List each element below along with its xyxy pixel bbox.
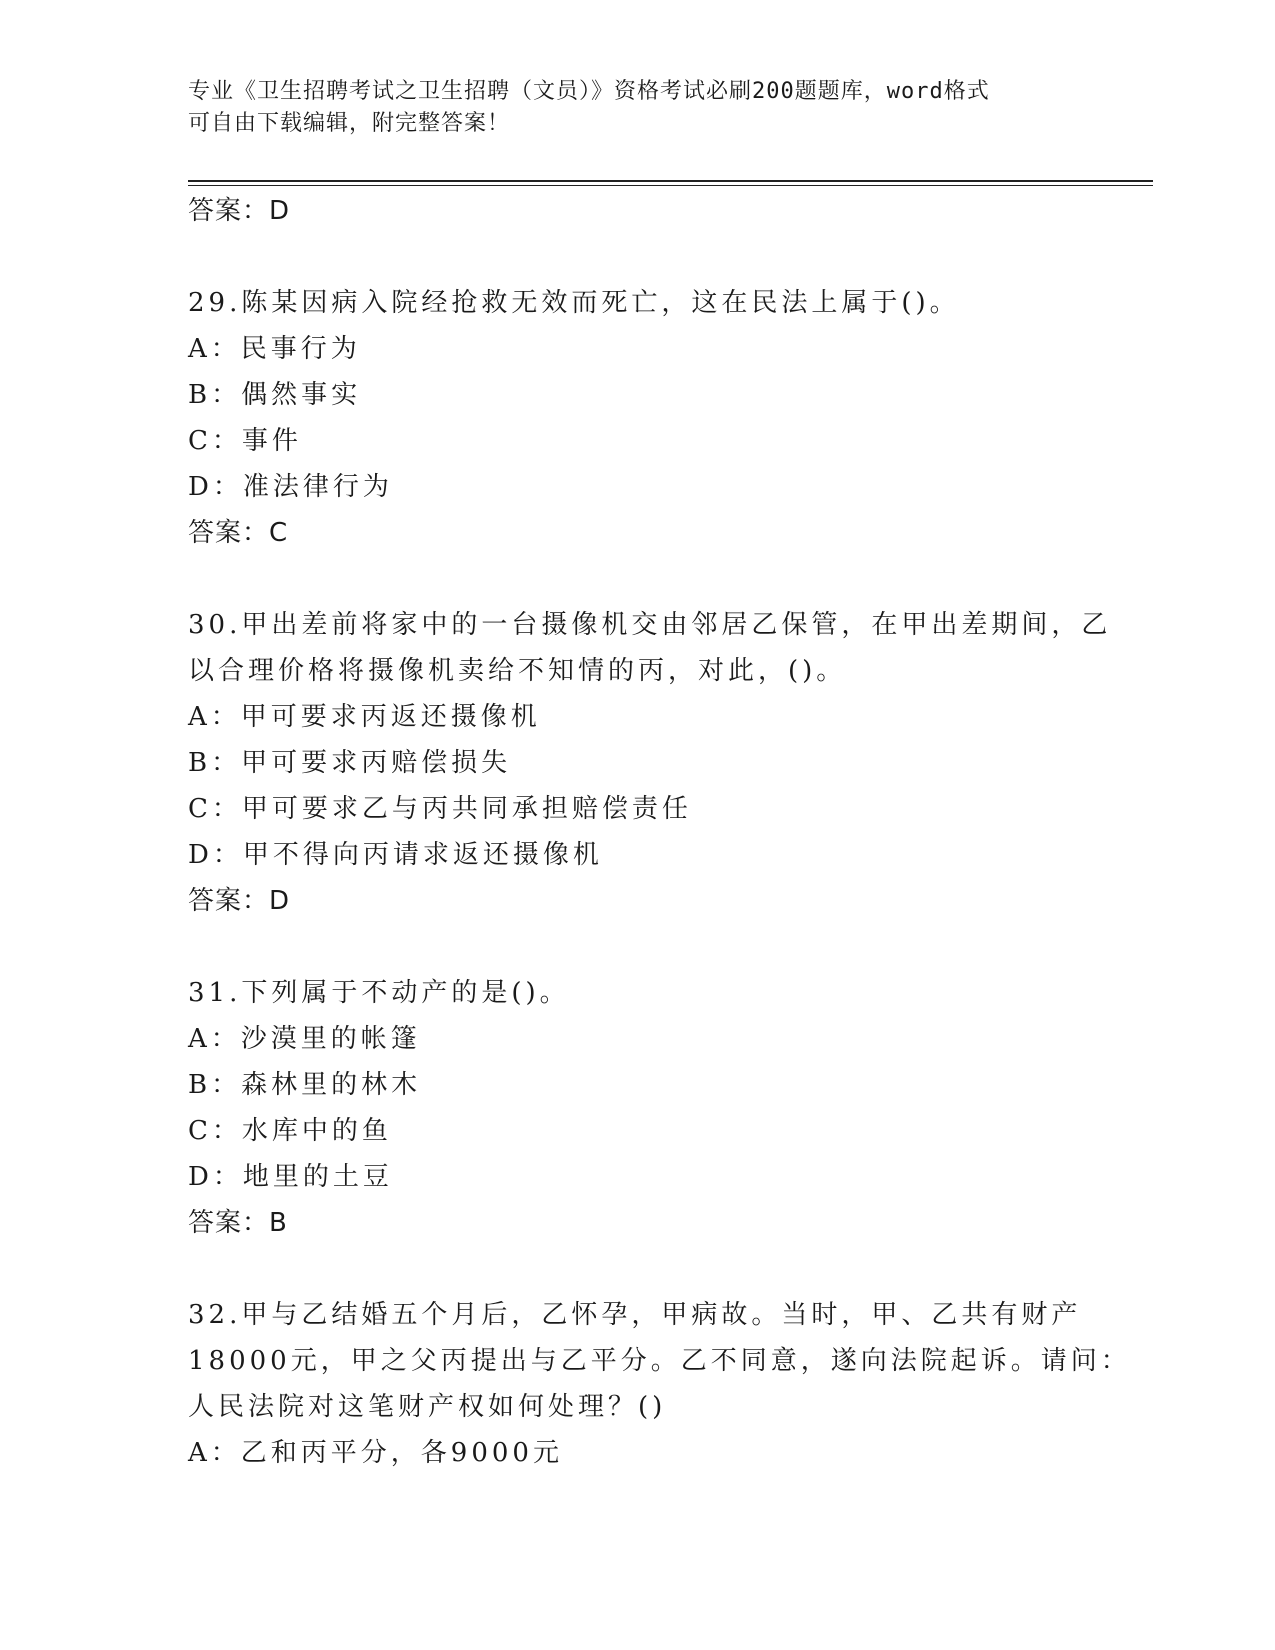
header-line-1: 专业《卫生招聘考试之卫生招聘（文员）》资格考试必刷200题题库，word格式 <box>188 79 990 104</box>
question-stem: 31.下列属于不动产的是()。 <box>188 978 570 1008</box>
question-stem: 30.甲出差前将家中的一台摄像机交由邻居乙保管，在甲出差期间，乙 <box>188 610 1112 640</box>
option-c: C：甲可要求乙与丙共同承担赔偿责任 <box>188 794 692 824</box>
answer-line: 答案：D <box>188 196 291 226</box>
question-gap <box>188 924 1088 970</box>
question-block <box>188 1292 1131 1476</box>
option-a: A：甲可要求丙返还摄像机 <box>188 702 541 732</box>
answer-line: 答案：D <box>188 886 291 916</box>
option-d: D：地里的土豆 <box>188 1162 393 1192</box>
option-d: D：准法律行为 <box>188 472 393 502</box>
header-divider-thin <box>188 185 1153 186</box>
question-stem: 32.甲与乙结婚五个月后，乙怀孕，甲病故。当时，甲、乙共有财产 <box>188 1300 1082 1330</box>
question-gap <box>188 234 1088 280</box>
answer-line: 答案：B <box>188 1208 288 1238</box>
answer-line: 答案：C <box>188 518 289 548</box>
document-header <box>188 76 1088 140</box>
option-b: B：森林里的林木 <box>188 1070 422 1100</box>
option-a: A：民事行为 <box>188 334 361 364</box>
option-a: A：沙漠里的帐篷 <box>188 1024 421 1054</box>
header-divider-thick <box>188 180 1153 182</box>
option-a: A：乙和丙平分，各9000元 <box>188 1438 563 1468</box>
question-block <box>188 602 1112 924</box>
option-d: D：甲不得向丙请求返还摄像机 <box>188 840 603 870</box>
option-c: C：水库中的鱼 <box>188 1116 392 1146</box>
option-b: B：甲可要求丙赔偿损失 <box>188 748 512 778</box>
option-c: C：事件 <box>188 426 302 456</box>
option-b: B：偶然事实 <box>188 380 362 410</box>
question-stem-continued: 18000元，甲之父丙提出与乙平分。乙不同意，遂向法院起诉。请问： <box>188 1346 1131 1376</box>
question-list <box>188 188 1131 1476</box>
header-line-2: 可自由下载编辑，附完整答案！ <box>188 111 511 136</box>
question-stem: 29.陈某因病入院经抢救无效而死亡，这在民法上属于()。 <box>188 288 960 318</box>
question-block <box>188 970 1088 1246</box>
question-gap <box>188 1246 1088 1292</box>
question-block <box>188 280 1088 556</box>
question-stem-continued: 以合理价格将摄像机卖给不知情的丙，对此，()。 <box>188 656 847 686</box>
question-stem-continued: 人民法院对这笔财产权如何处理？() <box>188 1392 667 1422</box>
question-gap <box>188 556 1088 602</box>
